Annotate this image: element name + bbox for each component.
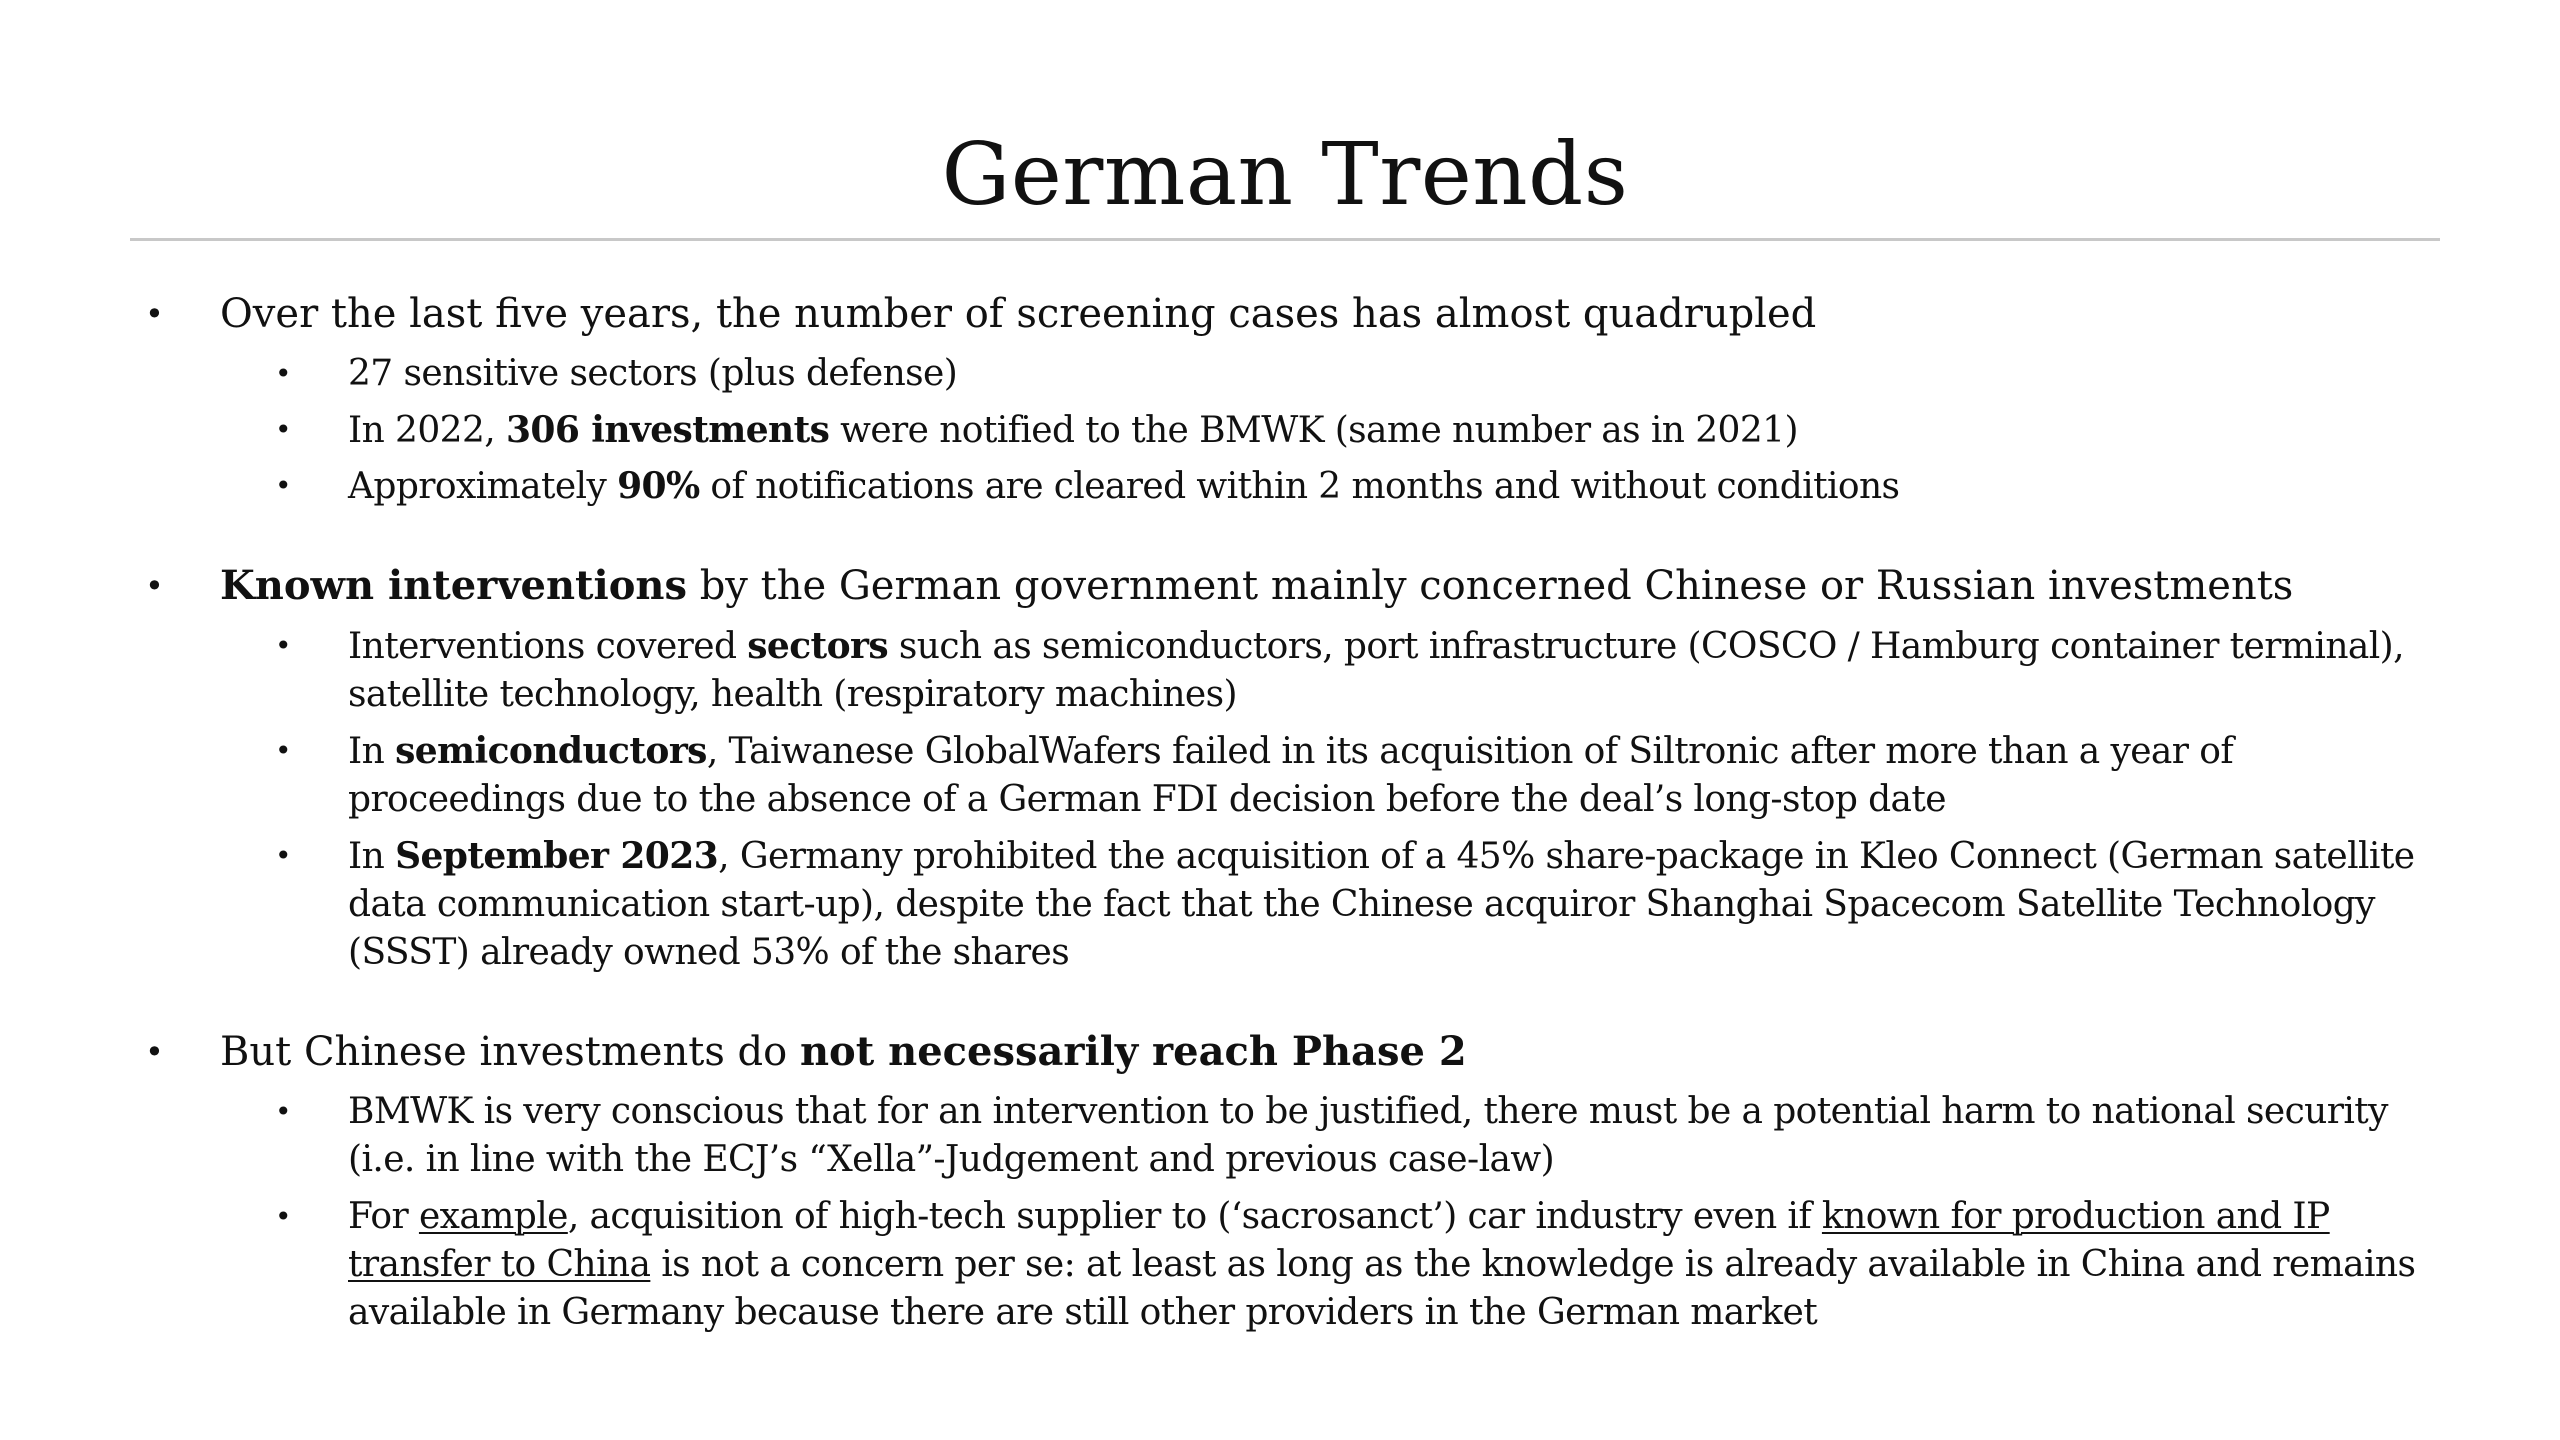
bullet-icon: •	[145, 295, 164, 333]
bullet-icon: •	[145, 567, 164, 605]
bullet-icon: •	[275, 839, 292, 872]
bullet-icon: •	[275, 469, 292, 502]
slide-title: German Trends	[941, 125, 1629, 225]
bullet-text: But Chinese investments do not necessarily reach Phase 2	[220, 1028, 1467, 1075]
bullet-icon: •	[275, 413, 292, 446]
bullet-icon: •	[145, 1033, 164, 1071]
title-divider	[130, 238, 2440, 241]
bullet-icon: •	[275, 734, 292, 767]
bullet-text: In 2022, 306 investments were notified to the BMWK (same number as in 2021)	[348, 409, 1798, 451]
bullet-text: BMWK is very conscious that for an intervention to be justified, there must be a potential harm to national security (i.e. in line with the ECJ’s “Xella”-Judgement and previous case-law)	[348, 1091, 2388, 1180]
bullet-icon: •	[275, 1200, 292, 1233]
bullet-text: Approximately 90% of notifications are cleared within 2 months and without conditions	[348, 465, 1900, 507]
bullet-text: Interventions covered sectors such as semiconductors, port infrastructure (COSCO / Hamburg container terminal), satellite technology, health (respiratory machines)	[348, 625, 2404, 715]
bullet-text: Over the last five years, the number of screening cases has almost quadrupled	[220, 291, 1817, 337]
bullet-icon: •	[275, 1095, 292, 1128]
bullet-text: For example, acquisition of high-tech supplier to (‘sacrosanct’) car industry even if known for production and IP transfer to China is not a concern per se: at least as long as the knowledge is already available in China and remains available in Germany because there are still other providers in the German market	[348, 1196, 2416, 1333]
bullet-icon: •	[275, 357, 292, 390]
bullet-text: In semiconductors, Taiwanese GlobalWafers failed in its acquisition of Siltronic after more than a year of proceedings due to the absence of a German FDI decision before the deal’s long-stop date	[348, 730, 2234, 820]
bullet-icon: •	[275, 629, 292, 662]
bullet-text: In September 2023, Germany prohibited the acquisition of a 45% share-package in Kleo Connect (German satellite data communication start-up), despite the fact that the Chinese acquiror Shanghai Spacecom Satellite Technology (SSST) already owned 53% of the shares	[348, 835, 2415, 973]
bullet-text: Known interventions by the German government mainly concerned Chinese or Russian investments	[220, 562, 2294, 609]
bullet-text: 27 sensitive sectors (plus defense)	[348, 353, 958, 394]
